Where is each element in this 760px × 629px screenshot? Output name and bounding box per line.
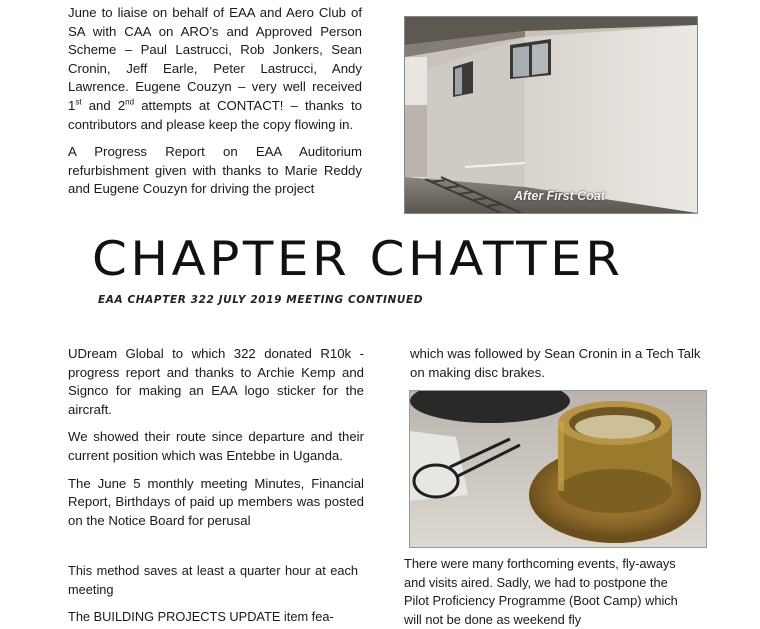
disc-brake-illustration [410,391,706,547]
paragraph-udream: UDream Global to which 322 donated R10k - progress report and thanks to Archie Kemp and Signco for making an EAA logo sticker for the aircraft. [68,346,364,417]
ordinal-suffix: nd [125,97,135,107]
building-illustration [405,17,697,213]
article-column-bottom-left [68,562,358,627]
article-column-middle-left [68,345,364,530]
paragraph-contact-thanks [68,4,362,134]
article-column-middle-right [410,345,706,382]
ordinal-suffix: st [75,97,82,107]
text-segment: June to liaise on behalf of EAA and Aero Club of SA with CAA on ARO’s and Approved Person Scheme – Paul Lastrucci, Rob Jonkers, Sean Cronin, Jeff Earle, Peter Lastrucci, Andy Lawrence. Eugene Couzyn – very well received 1 [68,5,362,113]
building-photo [404,16,698,214]
paragraph-building-projects: The BUILDING PROJECTS UPDATE item fea- [68,609,334,625]
paragraph-minutes: The June 5 monthly meeting Minutes, Financial Report, Birthdays of paid up members was posted on the Notice Board for perusal [68,475,364,528]
masthead-subtitle: EAA CHAPTER 322 JULY 2019 MEETING CONTINUED [98,294,424,306]
paragraph-forthcoming-events: There were many forthcoming events, fly-aways and visits aired. Sadly, we had to postpone the Pilot Proficiency Programme (Boot Camp) which will not be done as weekend fly [404,556,678,627]
text-segment: attempts at CONTACT! – thanks to contributors and please keep the copy flowing in. [68,97,362,132]
disc-brake-photo [409,390,707,548]
photo-caption: After First Coat [514,189,605,203]
paragraph-method-saves: This method saves at least a quarter hour at each meeting [68,563,358,597]
article-column-bottom-right [404,555,694,629]
paragraph-route: We showed their route since departure and their current position which was Entebbe in Uganda. [68,429,364,463]
article-column-top-left [68,4,362,199]
paragraph-tech-talk: which was followed by Sean Cronin in a Tech Talk on making disc brakes. [410,346,701,380]
text-segment: and 2 [81,97,126,113]
masthead-title: CHAPTER CHATTER [92,231,624,287]
paragraph-auditorium-report: A Progress Report on EAA Auditorium refurbishment given with thanks to Marie Reddy and Eugene Couzyn for driving the project [68,144,362,197]
